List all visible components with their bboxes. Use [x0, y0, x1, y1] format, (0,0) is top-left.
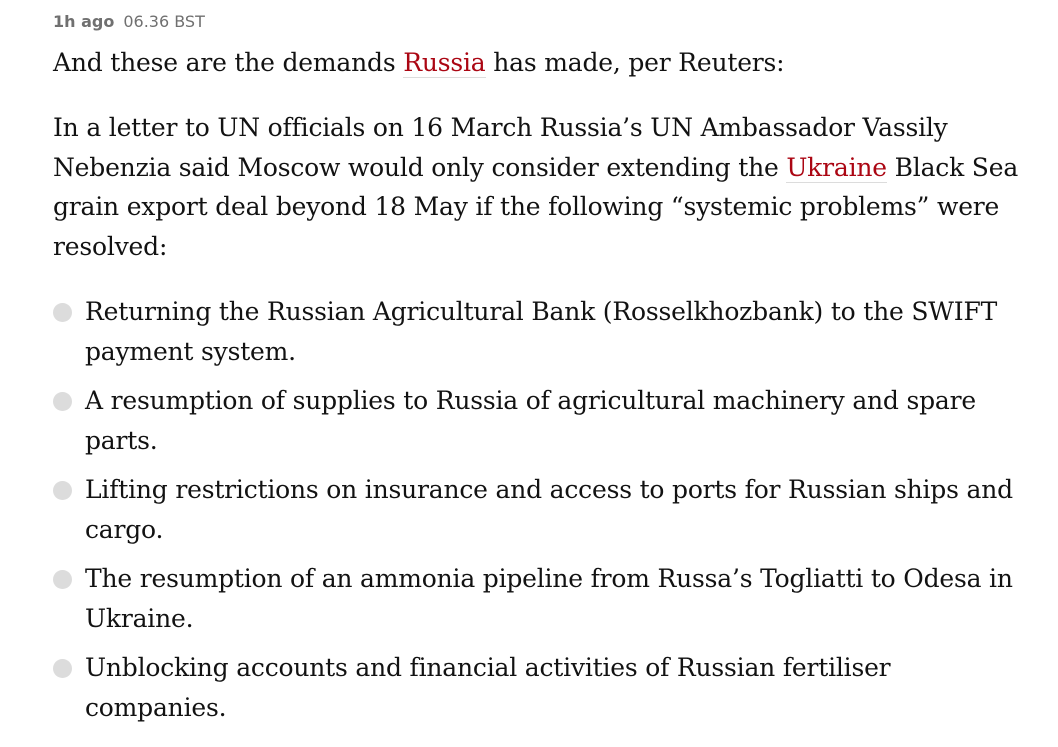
- bullet-icon: [53, 570, 72, 589]
- list-item-text: The resumption of an ammonia pipeline from Russa’s Togliatti to Odesa in Ukraine.: [85, 564, 1013, 633]
- list-item: [53, 559, 1028, 639]
- list-item-text: Returning the Russian Agricultural Bank (Rosselkhozbank) to the SWIFT payment system.: [85, 297, 998, 366]
- list-item: [53, 292, 1028, 372]
- relative-time[interactable]: 1h ago: [53, 12, 115, 31]
- list-item-text: A resumption of supplies to Russia of agricultural machinery and spare parts.: [85, 386, 976, 455]
- bullet-icon: [53, 659, 72, 678]
- demands-list: [53, 292, 1028, 737]
- intro-text-before: And these are the demands: [53, 48, 404, 77]
- bullet-icon: [53, 392, 72, 411]
- intro-text-after: has made, per Reuters:: [485, 48, 785, 77]
- ukraine-tag-link[interactable]: Ukraine: [786, 152, 887, 182]
- letter-paragraph: [53, 108, 1023, 266]
- russia-tag-link[interactable]: Russia: [403, 48, 486, 77]
- list-item: [53, 381, 1028, 461]
- list-item-text: Lifting restrictions on insurance and access to ports for Russian ships and cargo.: [85, 475, 1013, 544]
- list-item-text: Unblocking accounts and financial activities of Russian fertiliser companies.: [85, 653, 891, 722]
- letter-text-after: Black Sea grain export deal beyond 18 May if the following “systemic problems” were resolved:: [53, 152, 1019, 261]
- list-item: [53, 648, 1028, 728]
- letter-text-before: In a letter to UN officials on 16 March Russia’s UN Ambassador Vassily Nebenzia said Moscow would only consider extending the: [53, 113, 948, 182]
- list-item: [53, 470, 1028, 550]
- bullet-icon: [53, 481, 72, 500]
- timestamp: 06.36 BST: [123, 12, 205, 31]
- post-meta: [53, 12, 205, 31]
- bullet-icon: [53, 303, 72, 322]
- intro-paragraph: [53, 43, 784, 83]
